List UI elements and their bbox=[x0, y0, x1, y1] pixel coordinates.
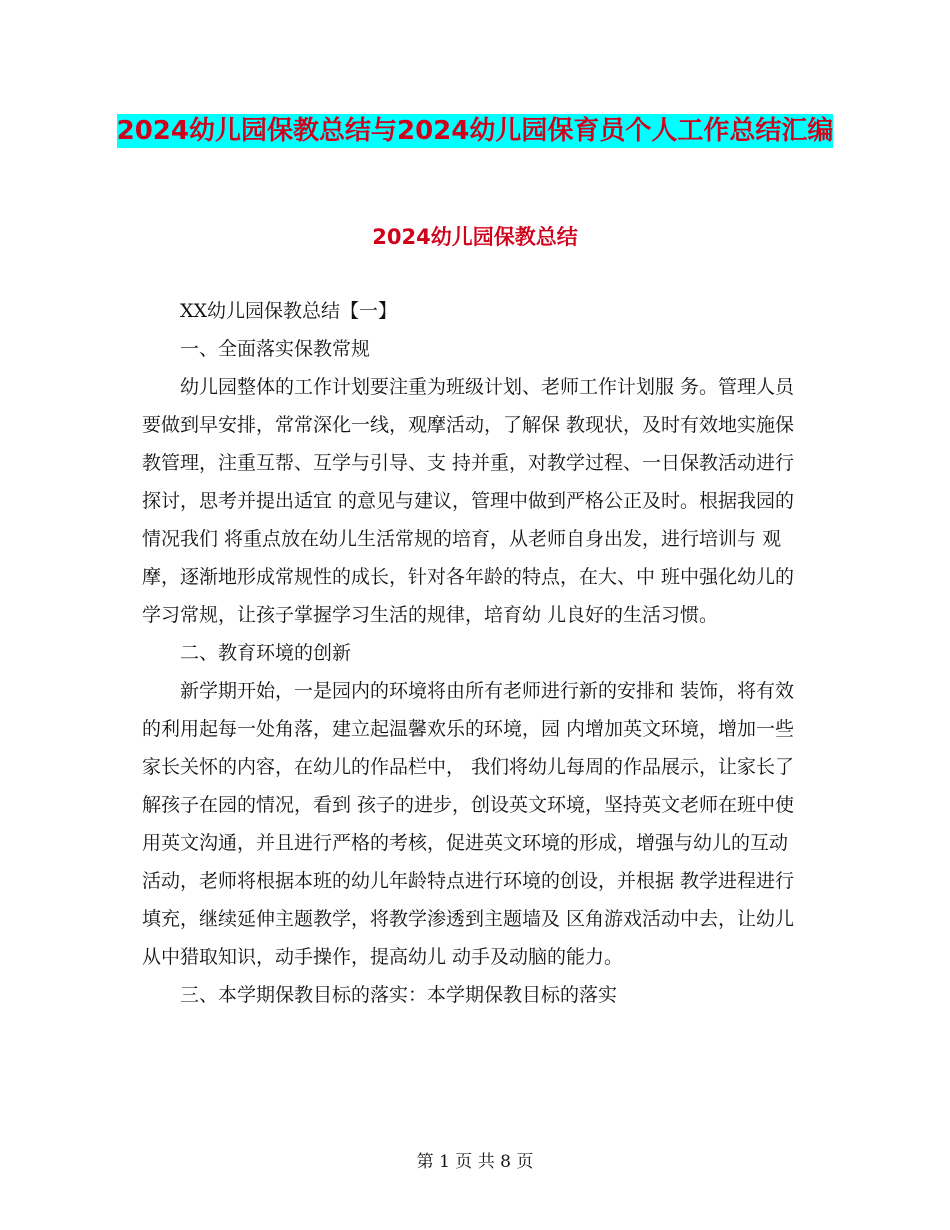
paragraph-heading-3: 三、本学期保教目标的落实：本学期保教目标的落实 bbox=[180, 984, 618, 1006]
paragraph-subtitle: XX幼儿园保教总结【一】 bbox=[180, 300, 398, 322]
paragraph-heading-1: 一、全面落实保教常规 bbox=[180, 338, 371, 360]
paragraph-text-1: 幼儿园整体的工作计划要注重为班级计划、老师工作计划服 务。管理人员要做到早安排，常常深化一线，观摩活动，了解保 教现状，及时有效地实施保教管理，注重互帮、互学与引导、支 持并重，对教学过程、一日保教活动进行探讨，思考并提出适宜 的意见与建议，管理中做到严格公正及时。根据我园的情况我们 将重点放在幼儿生活常规的培育，从老师自身出发，进行培训与 观摩，逐渐地形成常规性的成长，针对各年龄的特点，在大、中 班中强化幼儿的学习常规，让孩子掌握学习生活的规律，培育幼 儿良好的生活习惯。 bbox=[142, 376, 795, 626]
document-body bbox=[142, 292, 810, 1014]
page-number-footer: 第 1 页 共 8 页 bbox=[416, 1152, 534, 1172]
paragraph-heading-2: 二、教育环境的创新 bbox=[180, 642, 352, 664]
paragraph-text-2: 新学期开始，一是园内的环境将由所有老师进行新的安排和 装饰，将有效的利用起每一处角落，建立起温馨欢乐的环境，园 内增加英文环境，增加一些家长关怀的内容，在幼儿的作品栏中， 我们将幼儿每周的作品展示，让家长了解孩子在园的情况，看到 孩子的进步，创设英文环境，坚持英文老师在班中使用英文沟通，并且进行严格的考核，促进英文环境的形成，增强与幼儿的互动 活动，老师将根据本班的幼儿年龄特点进行环境的创设，并根据 教学进程进行填充，继续延伸主题教学，将教学渗透到主题墙及 区角游戏活动中去，让幼儿从中猎取知识，动手操作，提高幼儿 动手及动脑的能力。 bbox=[142, 680, 795, 968]
document-title-text: 2024幼儿园保教总结与2024幼儿园保育员个人工作总结汇编 bbox=[116, 116, 834, 146]
section-title: 2024幼儿园保教总结 bbox=[372, 225, 578, 249]
document-title bbox=[0, 108, 950, 154]
